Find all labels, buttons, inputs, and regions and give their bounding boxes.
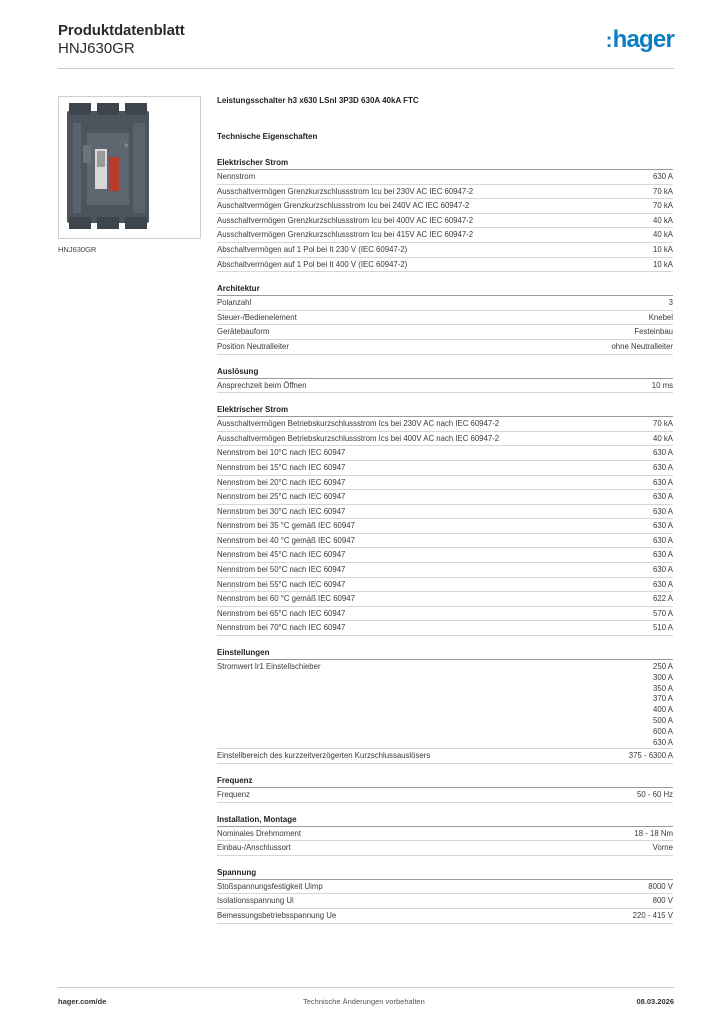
spec-row <box>217 505 673 520</box>
footer-date: 08.03.2026 <box>636 997 674 1006</box>
section-title: Einstellungen <box>217 648 673 660</box>
spec-value-line: 400 A <box>653 705 673 715</box>
spec-value <box>634 829 673 840</box>
spec-label: Nennstrom <box>217 172 256 181</box>
spec-label: Position Neutralleiter <box>217 341 289 351</box>
spec-row <box>217 214 673 229</box>
spec-row <box>217 228 673 243</box>
spec-label: Ansprechzeit beim Öffnen <box>217 380 307 390</box>
image-caption: HNJ630GR <box>58 245 97 254</box>
spec-value-line: 220 - 415 V <box>632 910 673 920</box>
spec-value <box>653 580 673 591</box>
spec-value <box>653 536 673 547</box>
spec-row <box>217 607 673 622</box>
spec-label: Ausschaltvermögen Grenzkurzschlussstrom Icu bei 400V AC IEC 60947-2 <box>217 215 474 225</box>
spec-row <box>217 749 673 764</box>
tech-properties-heading: Technische Eigenschaften <box>217 132 318 141</box>
spec-value-line: 70 kA <box>653 201 673 211</box>
spec-label: Auschaltvermögen Grenzkurzschlussstrom Icu bei 240V AC IEC 60947-2 <box>217 201 470 211</box>
spec-section <box>217 868 673 924</box>
spec-value <box>648 882 673 893</box>
spec-section <box>217 158 673 272</box>
spec-row <box>217 841 673 856</box>
spec-value-line: 630 A <box>653 172 673 181</box>
spec-value <box>653 230 673 241</box>
spec-value-line: 622 A <box>653 594 673 604</box>
spec-value-line: 10 kA <box>653 259 673 269</box>
document-title: Produktdatenblatt <box>58 22 185 39</box>
spec-row <box>217 827 673 842</box>
spec-value-line: 630 A <box>653 462 673 472</box>
footer-divider <box>58 987 674 988</box>
section-title: Auslösung <box>217 367 673 379</box>
spec-label: Nennstrom bei 70°C nach IEC 60947 <box>217 623 346 633</box>
spec-row <box>217 446 673 461</box>
spec-value <box>653 463 673 474</box>
spec-row <box>217 258 673 273</box>
spec-row <box>217 185 673 200</box>
spec-label: Nennstrom bei 35 °C gemäß IEC 60947 <box>217 521 355 531</box>
document-header <box>58 22 674 68</box>
spec-value <box>653 594 673 605</box>
spec-label: Gerätebauform <box>217 327 270 337</box>
spec-value <box>653 172 673 183</box>
spec-row <box>217 578 673 593</box>
spec-value-line: 630 A <box>653 737 673 747</box>
spec-label: Nennstrom bei 50°C nach IEC 60947 <box>217 565 346 575</box>
spec-value-line: 800 V <box>652 896 673 906</box>
spec-value-line: 630 A <box>653 550 673 560</box>
spec-value-line: 370 A <box>653 694 673 704</box>
spec-value <box>653 521 673 532</box>
product-description: Leistungsschalter h3 x630 LSnI 3P3D 630A 40kA FTC <box>217 96 419 105</box>
spec-label: Abschaltvermögen auf 1 Pol bei It 230 V (IEC 60947-2) <box>217 244 408 254</box>
spec-value <box>634 327 673 338</box>
spec-row <box>217 894 673 909</box>
spec-section <box>217 815 673 856</box>
spec-value-line: 8000 V <box>648 881 673 891</box>
spec-value-line: ohne Neutralleiter <box>611 341 673 351</box>
spec-value <box>653 550 673 561</box>
spec-value <box>653 260 673 271</box>
section-title: Elektrischer Strom <box>217 158 673 170</box>
spec-value-line: 70 kA <box>653 186 673 196</box>
spec-label: Nennstrom bei 55°C nach IEC 60947 <box>217 579 346 589</box>
spec-row <box>217 880 673 895</box>
spec-value <box>629 751 673 762</box>
spec-label: Bemessungsbetriebsspannung Ue <box>217 910 337 920</box>
spec-label: Nominales Drehmoment <box>217 828 302 838</box>
spec-value-line: 630 A <box>653 535 673 545</box>
logo-text: hager <box>612 26 674 53</box>
spec-value-line: 630 A <box>653 477 673 487</box>
spec-value-line: 630 A <box>653 565 673 575</box>
spec-row <box>217 660 673 749</box>
spec-row <box>217 788 673 803</box>
spec-value-line: 10 kA <box>653 244 673 254</box>
spec-row <box>217 490 673 505</box>
spec-value <box>649 313 673 324</box>
spec-value <box>653 623 673 634</box>
section-title: Spannung <box>217 868 673 880</box>
spec-label: Nennstrom bei 45°C nach IEC 60947 <box>217 550 346 560</box>
spec-row <box>217 519 673 534</box>
spec-value-line: 630 A <box>653 579 673 589</box>
spec-row <box>217 534 673 549</box>
spec-content <box>217 96 673 924</box>
spec-value <box>653 245 673 256</box>
spec-value-line: 40 kA <box>653 230 673 240</box>
spec-label: Isolationsspannung Ui <box>217 896 294 906</box>
spec-value-line: 375 - 6300 A <box>628 751 673 761</box>
spec-value-line: 300 A <box>653 672 673 682</box>
spec-row <box>217 432 673 447</box>
spec-label: Nennstrom bei 60 °C gemäß IEC 60947 <box>217 594 355 604</box>
spec-label: Einstellbereich des kurzzeitverzögerten Kurzschlussauslösers <box>217 751 431 761</box>
spec-value-line: Vorne <box>652 843 673 853</box>
spec-label: Einbau-/Anschlussort <box>217 843 291 853</box>
spec-label: Ausschaltvermögen Grenzkurzschlussstrom Icu bei 230V AC IEC 60947-2 <box>217 186 474 196</box>
spec-row <box>217 476 673 491</box>
spec-value-line: 40 kA <box>653 433 673 443</box>
spec-row <box>217 417 673 432</box>
spec-label: Abschaltvermögen auf 1 Pol bei It 400 V (IEC 60947-2) <box>217 259 408 269</box>
spec-value <box>653 187 673 198</box>
spec-label: Nennstrom bei 10°C nach IEC 60947 <box>217 448 346 458</box>
spec-row <box>217 296 673 311</box>
spec-value <box>653 896 673 907</box>
spec-value-line: 10 ms <box>651 380 673 390</box>
product-image <box>58 96 201 239</box>
spec-value-line: 18 - 18 Nm <box>634 828 673 838</box>
spec-row <box>217 170 673 185</box>
logo-dots-icon: : <box>605 30 612 52</box>
spec-value-line: 630 A <box>653 492 673 502</box>
spec-row <box>217 340 673 355</box>
spec-value-line: 250 A <box>653 662 673 672</box>
spec-label: Stromwert Ir1 Einstellschieber <box>217 662 321 672</box>
spec-value-line: 510 A <box>653 623 673 633</box>
product-code: HNJ630GR <box>58 40 135 57</box>
spec-value-line: 570 A <box>653 608 673 618</box>
spec-row <box>217 592 673 607</box>
spec-section <box>217 367 673 394</box>
spec-value <box>653 843 673 854</box>
spec-row <box>217 621 673 636</box>
spec-label: Nennstrom bei 40 °C gemäß IEC 60947 <box>217 535 355 545</box>
spec-value <box>637 790 673 801</box>
spec-value <box>653 419 673 430</box>
section-title: Installation, Montage <box>217 815 673 827</box>
spec-value <box>653 662 673 748</box>
spec-label: Ausschaltvermögen Betriebskurzschlussstrom Ics bei 230V AC nach IEC 60947-2 <box>217 419 500 429</box>
spec-label: Frequenz <box>217 790 250 799</box>
spec-label: Ausschaltvermögen Grenzkurzschlussstrom Icu bei 415V AC IEC 60947-2 <box>217 230 474 240</box>
spec-label: Ausschaltvermögen Betriebskurzschlussstrom Ics bei 400V AC nach IEC 60947-2 <box>217 433 500 443</box>
spec-value <box>611 342 673 353</box>
spec-value-line: 70 kA <box>653 419 673 429</box>
spec-value <box>653 201 673 212</box>
spec-section <box>217 776 673 803</box>
spec-label: Stoßspannungsfestigkeit Uimp <box>217 881 323 891</box>
spec-row <box>217 563 673 578</box>
spec-label: Polanzahl <box>217 298 252 308</box>
spec-row <box>217 311 673 326</box>
spec-value <box>633 911 673 922</box>
spec-row <box>217 199 673 214</box>
svg-text:h: h <box>125 143 128 149</box>
spec-value <box>653 478 673 489</box>
spec-row <box>217 461 673 476</box>
spec-value-line: 40 kA <box>653 215 673 225</box>
spec-label: Nennstrom bei 25°C nach IEC 60947 <box>217 492 346 502</box>
spec-value <box>653 492 673 503</box>
spec-label: Nennstrom bei 20°C nach IEC 60947 <box>217 477 346 487</box>
spec-value <box>653 216 673 227</box>
spec-row <box>217 909 673 924</box>
spec-value <box>653 448 673 459</box>
spec-label: Steuer-/Bedienelement <box>217 312 297 322</box>
spec-row <box>217 243 673 258</box>
spec-sections <box>217 158 673 924</box>
spec-value <box>652 381 673 392</box>
spec-value <box>653 434 673 445</box>
spec-value-line: 3 <box>668 298 673 308</box>
hager-logo <box>606 26 674 54</box>
section-title: Architektur <box>217 284 673 296</box>
section-title: Frequenz <box>217 776 673 788</box>
spec-section <box>217 405 673 636</box>
spec-label: Nennstrom bei 15°C nach IEC 60947 <box>217 462 346 472</box>
spec-value <box>653 609 673 620</box>
spec-value <box>669 298 673 309</box>
spec-value-line: 350 A <box>653 683 673 693</box>
spec-value-line: 50 - 60 Hz <box>637 790 673 799</box>
footer-website: hager.com/de <box>58 997 107 1006</box>
spec-row <box>217 548 673 563</box>
spec-label: Nennstrom bei 30°C nach IEC 60947 <box>217 506 346 516</box>
footer-notice: Technische Änderungen vorbehalten <box>303 997 425 1006</box>
spec-value <box>653 565 673 576</box>
spec-label: Nennstrom bei 65°C nach IEC 60947 <box>217 608 346 618</box>
spec-section <box>217 284 673 354</box>
spec-value-line: 630 A <box>653 521 673 531</box>
spec-value-line: 500 A <box>653 716 673 726</box>
spec-value-line: Knebel <box>648 312 673 322</box>
header-divider <box>58 68 674 69</box>
spec-value <box>653 507 673 518</box>
circuit-breaker-image <box>59 97 200 238</box>
spec-value-line: 630 A <box>653 506 673 516</box>
spec-row <box>217 325 673 340</box>
section-title: Elektrischer Strom <box>217 405 673 417</box>
spec-value-line: Festeinbau <box>634 327 673 337</box>
spec-section <box>217 648 673 764</box>
spec-row <box>217 379 673 394</box>
spec-value-line: 630 A <box>653 448 673 458</box>
spec-value-line: 600 A <box>653 726 673 736</box>
